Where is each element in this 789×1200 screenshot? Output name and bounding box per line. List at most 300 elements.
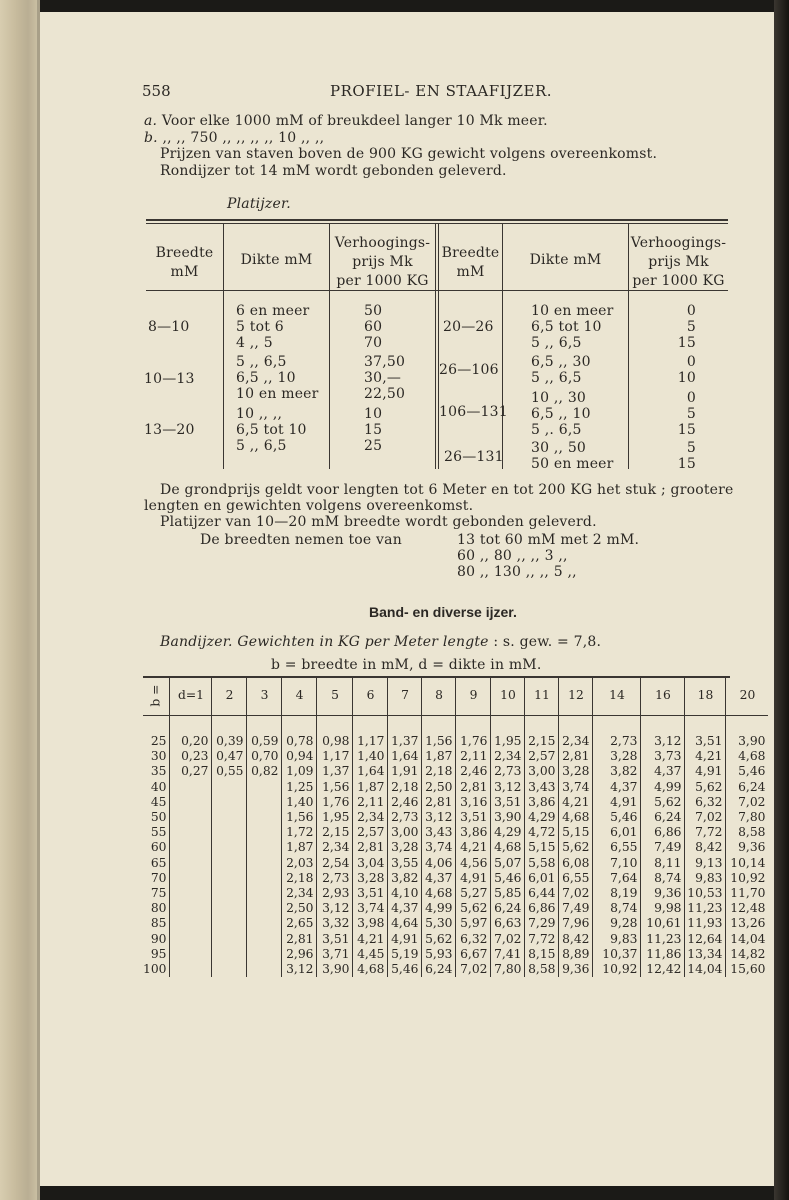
table-cell: [170, 916, 212, 931]
header-verhoogings-right: Verhoogings- prijs Mk per 1000 KG: [630, 235, 727, 289]
table-cell: 3,12: [282, 962, 317, 977]
table-cell: 3,12: [491, 780, 525, 795]
dikte-cell: 6,5 tot 10: [531, 319, 602, 335]
table-row: [143, 962, 768, 977]
col-header: 10: [491, 677, 525, 716]
table-row: [143, 716, 768, 750]
table-cell: 2,96: [282, 947, 317, 962]
table-cell: 2,50: [282, 901, 317, 916]
col-header: 5: [317, 677, 353, 716]
row-breedte-cell: 55: [150, 825, 167, 840]
table-cell: 3,51: [317, 932, 353, 947]
table-cell: [247, 916, 282, 931]
dikte-cell: 5 ,. 6,5: [531, 422, 582, 438]
table-row: [143, 901, 768, 916]
table-cell: 3,51: [353, 886, 388, 901]
table-cell: 1,56: [317, 780, 353, 795]
page: [40, 12, 774, 1186]
table-row: [143, 932, 768, 947]
table-row: [143, 840, 768, 855]
table-cell: 10,14: [726, 856, 769, 871]
col-header: d=1: [170, 677, 212, 716]
prijs-cell: 5: [686, 406, 696, 422]
table-cell: 4,37: [388, 901, 422, 916]
table-cell: 3,28: [388, 840, 422, 855]
table-cell: [170, 795, 212, 810]
table-cell: 9,36: [641, 886, 685, 901]
table-cell: 6,01: [593, 825, 641, 840]
table-cell: 3,04: [353, 856, 388, 871]
row-breedte-cell: 45: [150, 794, 167, 809]
table-cell: 2,34: [282, 886, 317, 901]
table-cell: 3,74: [422, 840, 456, 855]
table-cell: 7,02: [559, 886, 593, 901]
table-cell: [212, 795, 247, 810]
table-cell: 2,54: [317, 856, 353, 871]
col-header: 9: [456, 677, 491, 716]
prijs-cell: 15: [677, 335, 696, 351]
table-cell: 1,95: [491, 716, 525, 750]
dikte-cell: 6,5 ,, 10: [236, 370, 296, 386]
table-cell: 1,76: [456, 716, 491, 750]
table-cell: 5,58: [525, 856, 559, 871]
table-cell: 1,87: [422, 749, 456, 764]
table-cell: 5,62: [685, 780, 726, 795]
prijs-cell: 15: [677, 422, 696, 438]
table-row: [143, 780, 768, 795]
dikte-cell: 30 ,, 50: [531, 440, 587, 456]
prijs-cell: 0: [686, 354, 696, 370]
prijs-cell: 15: [677, 456, 696, 472]
table-cell: [212, 886, 247, 901]
table-cell: [170, 780, 212, 795]
table-cell: 14,04: [726, 932, 769, 947]
table-cell: 10,92: [726, 871, 769, 886]
col-header: 8: [422, 677, 456, 716]
table-cell: 5,97: [456, 916, 491, 931]
header-dikte-left: Dikte mM: [240, 252, 313, 268]
dikte-cell: 10 ,, 30: [531, 390, 587, 406]
table-row: [143, 749, 768, 764]
header-dikte-right: Dikte mM: [529, 252, 602, 268]
row-breedte-cell: 50: [150, 810, 167, 825]
table-cell: 5,15: [525, 840, 559, 855]
table-cell: 15,60: [726, 962, 769, 977]
table-cell: 1,40: [282, 795, 317, 810]
prijs-cell: 25: [364, 438, 383, 454]
col-header: 14: [593, 677, 641, 716]
table-cell: 4,21: [559, 795, 593, 810]
table-cell: 2,15: [317, 825, 353, 840]
table-cell: 9,98: [641, 901, 685, 916]
prijs-cell: 10: [364, 406, 383, 422]
row-breedte-cell: 100: [143, 962, 167, 977]
col-header: 11: [525, 677, 559, 716]
table-cell: 4,68: [559, 810, 593, 825]
table-cell: 5,46: [388, 962, 422, 977]
table-cell: 0,39: [212, 716, 247, 750]
platijzer-note: Platijzer van 10—20 mM breedte wordt gebonden geleverd.: [160, 514, 597, 530]
table-cell: 2,81: [422, 795, 456, 810]
table-cell: 8,19: [593, 886, 641, 901]
dikte-cell: 6,5 tot 10: [236, 422, 307, 438]
table-cell: 8,15: [525, 947, 559, 962]
row-breedte-cell: 25: [150, 734, 167, 748]
table-cell: 0,98: [317, 716, 353, 750]
table-cell: 11,93: [685, 916, 726, 931]
table-cell: [247, 856, 282, 871]
table-cell: 6,44: [525, 886, 559, 901]
table-cell: 7,49: [559, 901, 593, 916]
prijs-cell: 37,50: [364, 354, 406, 370]
row-breedte-cell: 95: [150, 946, 167, 961]
table-cell: 1,76: [317, 795, 353, 810]
table-cell: 3,71: [317, 947, 353, 962]
table-cell: 8,42: [685, 840, 726, 855]
table-cell: 3,90: [726, 716, 769, 750]
table-cell: 6,86: [641, 825, 685, 840]
table-cell: 1,91: [388, 764, 422, 779]
table-cell: 2,34: [559, 716, 593, 750]
table-cell: 0,94: [282, 749, 317, 764]
table-cell: 8,58: [525, 962, 559, 977]
table-cell: 4,29: [525, 810, 559, 825]
table-cell: 3,43: [525, 780, 559, 795]
table-cell: 3,28: [593, 749, 641, 764]
table-cell: 5,27: [456, 886, 491, 901]
table-cell: [212, 916, 247, 931]
col-header: 2: [212, 677, 247, 716]
table-cell: 7,02: [491, 932, 525, 947]
table-cell: 1,72: [282, 825, 317, 840]
dikte-cell: 5 ,, 6,5: [236, 438, 287, 454]
table-cell: 8,74: [641, 871, 685, 886]
prijs-cell: 0: [686, 303, 696, 319]
table-cell: 0,55: [212, 764, 247, 779]
row-breedte-cell: 65: [150, 855, 167, 870]
table-cell: 2,11: [353, 795, 388, 810]
table-cell: [247, 810, 282, 825]
table-cell: 2,81: [282, 932, 317, 947]
table-cell: 10,37: [593, 947, 641, 962]
table-cell: 2,15: [525, 716, 559, 750]
table-cell: 0,70: [247, 749, 282, 764]
prijs-cell: 10: [677, 370, 696, 386]
table-cell: [212, 780, 247, 795]
table-cell: 3,74: [559, 780, 593, 795]
breedte-cell: 10—13: [144, 371, 195, 387]
table-cell: 1,64: [388, 749, 422, 764]
table-cell: 2,11: [456, 749, 491, 764]
col-divider: [435, 224, 436, 469]
table-cell: 6,55: [559, 871, 593, 886]
table-cell: 0,78: [282, 716, 317, 750]
grondprijs-line1: De grondprijs geldt voor lengten tot 6 Meter en tot 200 KG het stuk ; grootere: [160, 482, 734, 498]
table-cell: 4,72: [525, 825, 559, 840]
table-cell: 7,72: [685, 825, 726, 840]
table-cell: [170, 871, 212, 886]
table-cell: 8,42: [559, 932, 593, 947]
note-b: b. ,, ,, 750 ,, ,, ,, ,, 10 ,, ,,: [144, 130, 325, 146]
table-cell: 11,70: [726, 886, 769, 901]
table-cell: 12,48: [726, 901, 769, 916]
table-cell: 3,00: [525, 764, 559, 779]
platijzer-title: Platijzer.: [227, 196, 291, 212]
table-cell: 3,51: [456, 810, 491, 825]
table-cell: 4,91: [388, 932, 422, 947]
table-cell: 1,25: [282, 780, 317, 795]
table-cell: [247, 780, 282, 795]
table-cell: 3,28: [559, 764, 593, 779]
table-cell: 4,21: [353, 932, 388, 947]
table-cell: 3,86: [525, 795, 559, 810]
table-cell: 6,08: [559, 856, 593, 871]
dikte-cell: 6,5 ,, 10: [531, 406, 591, 422]
dikte-cell: 50 en meer: [531, 456, 614, 472]
table-cell: 1,56: [282, 810, 317, 825]
table-cell: 14,82: [726, 947, 769, 962]
table-cell: 10,61: [641, 916, 685, 931]
table-cell: 3,90: [317, 962, 353, 977]
table-cell: 5,46: [491, 871, 525, 886]
table-cell: 7,80: [491, 962, 525, 977]
table-cell: 4,68: [491, 840, 525, 855]
table-cell: [247, 932, 282, 947]
table-cell: 2,34: [353, 810, 388, 825]
table-cell: 14,04: [685, 962, 726, 977]
table-cell: 4,68: [422, 886, 456, 901]
table-cell: 1,87: [353, 780, 388, 795]
table-cell: 5,15: [559, 825, 593, 840]
table-row: [143, 947, 768, 962]
prijs-cell: 5: [686, 440, 696, 456]
table-cell: 3,90: [491, 810, 525, 825]
table-cell: 2,93: [317, 886, 353, 901]
page-number: 558: [142, 82, 171, 100]
table-cell: 4,21: [456, 840, 491, 855]
row-breedte-cell: 70: [150, 870, 167, 885]
table-cell: 6,24: [641, 810, 685, 825]
row-breedte-cell: 60: [150, 840, 167, 855]
breedte-cell: 13—20: [144, 422, 195, 438]
table-cell: 2,73: [593, 716, 641, 750]
prijs-cell: 5: [686, 319, 696, 335]
col-header: 6: [353, 677, 388, 716]
bandijzer-legend: b = breedte in mM, d = dikte in mM.: [271, 657, 542, 673]
table-row: [143, 856, 768, 871]
table-cell: 4,99: [641, 780, 685, 795]
table-top-rule: [146, 219, 728, 221]
table-cell: 7,80: [726, 810, 769, 825]
breedte-cell: 26—106: [439, 362, 499, 378]
table-cell: [212, 901, 247, 916]
col-header: 3: [247, 677, 282, 716]
table-cell: 13,34: [685, 947, 726, 962]
table-cell: 4,29: [491, 825, 525, 840]
table-cell: 3,28: [353, 871, 388, 886]
table-cell: 2,50: [422, 780, 456, 795]
breedte-cell: 26—131: [444, 449, 504, 465]
table-row: [143, 764, 768, 779]
table-cell: 10,53: [685, 886, 726, 901]
table-cell: 6,01: [525, 871, 559, 886]
table-cell: 0,20: [170, 716, 212, 750]
table-cell: 3,82: [388, 871, 422, 886]
table-row: [143, 871, 768, 886]
table-cell: 4,21: [685, 749, 726, 764]
table-cell: 3,12: [422, 810, 456, 825]
table-cell: 4,37: [593, 780, 641, 795]
table-cell: 1,37: [388, 716, 422, 750]
table-cell: 1,95: [317, 810, 353, 825]
table-cell: 7,02: [685, 810, 726, 825]
dikte-cell: 5 ,, 6,5: [531, 335, 582, 351]
table-cell: [247, 947, 282, 962]
table-cell: [170, 947, 212, 962]
table-cell: 3,00: [388, 825, 422, 840]
header-breedte-left: Breedte mM: [155, 245, 214, 280]
table-cell: [212, 840, 247, 855]
dikte-cell: 6,5 ,, 30: [531, 354, 591, 370]
table-cell: 2,18: [388, 780, 422, 795]
table-cell: [247, 871, 282, 886]
running-title: PROFIEL- EN STAAFIJZER.: [330, 82, 553, 100]
table-cell: 11,23: [641, 932, 685, 947]
table-cell: 2,73: [317, 871, 353, 886]
table-cell: 5,19: [388, 947, 422, 962]
table-cell: 4,68: [353, 962, 388, 977]
breedten-intro: De breedten nemen toe van: [200, 532, 402, 548]
table-cell: 7,96: [559, 916, 593, 931]
table-cell: 5,85: [491, 886, 525, 901]
table-cell: 9,83: [685, 871, 726, 886]
table-cell: 10,92: [593, 962, 641, 977]
table-cell: 6,32: [456, 932, 491, 947]
table-cell: [170, 810, 212, 825]
table-cell: 7,10: [593, 856, 641, 871]
table-cell: 12,64: [685, 932, 726, 947]
table-cell: 1,17: [317, 749, 353, 764]
table-cell: 4,99: [422, 901, 456, 916]
table-cell: 4,37: [422, 871, 456, 886]
table-header-row: [143, 677, 768, 716]
table-cell: [212, 947, 247, 962]
col-header: 12: [559, 677, 593, 716]
page-edge: [774, 0, 789, 1200]
table-cell: 3,55: [388, 856, 422, 871]
prijs-cell: 50: [364, 303, 383, 319]
breedte-cell: 20—26: [443, 319, 494, 335]
breedten-step: 80 ,, 130 ,, ,, 5 ,,: [457, 564, 577, 580]
table-row: [143, 886, 768, 901]
table-cell: 5,93: [422, 947, 456, 962]
table-cell: 2,18: [422, 764, 456, 779]
table-cell: 3,98: [353, 916, 388, 931]
col-header: 18: [685, 677, 726, 716]
table-cell: 9,83: [593, 932, 641, 947]
table-cell: 3,16: [456, 795, 491, 810]
table-cell: 8,58: [726, 825, 769, 840]
table-cell: 9,13: [685, 856, 726, 871]
table-cell: 2,73: [388, 810, 422, 825]
table-cell: [212, 962, 247, 977]
col-header-b: b =: [143, 677, 170, 716]
table-cell: 2,34: [491, 749, 525, 764]
table-cell: 0,47: [212, 749, 247, 764]
note-prices: Prijzen van staven boven de 900 KG gewicht volgens overeenkomst.: [160, 146, 658, 162]
dikte-cell: 5 ,, 6,5: [531, 370, 582, 386]
table-cell: 6,24: [491, 901, 525, 916]
table-cell: 0,82: [247, 764, 282, 779]
table-cell: [247, 795, 282, 810]
table-cell: 6,67: [456, 947, 491, 962]
table-cell: 4,68: [726, 749, 769, 764]
table-cell: 1,17: [353, 716, 388, 750]
table-cell: 7,64: [593, 871, 641, 886]
table-cell: 3,73: [641, 749, 685, 764]
table-cell: 7,41: [491, 947, 525, 962]
col-header: 20: [726, 677, 769, 716]
breedte-cell: 8—10: [148, 319, 190, 335]
note-a: a. Voor elke 1000 mM of breukdeel langer 10 Mk meer.: [144, 113, 548, 129]
table-cell: 6,24: [726, 780, 769, 795]
row-breedte-cell: 30: [150, 749, 167, 764]
table-cell: 3,51: [491, 795, 525, 810]
table-cell: 7,02: [456, 962, 491, 977]
table-cell: 5,62: [422, 932, 456, 947]
table-cell: 2,57: [525, 749, 559, 764]
table-row: [143, 916, 768, 931]
book-spine: [0, 0, 40, 1200]
table-cell: 11,23: [685, 901, 726, 916]
breedte-cell: 106—131: [439, 404, 508, 420]
row-breedte-cell: 40: [150, 779, 167, 794]
dikte-cell: 10 ,, ,,: [236, 406, 283, 422]
table-cell: [247, 901, 282, 916]
table-cell: 8,89: [559, 947, 593, 962]
header-verhoogings-left: Verhoogings- prijs Mk per 1000 KG: [334, 235, 431, 289]
table-cell: 1,40: [353, 749, 388, 764]
table-cell: 11,86: [641, 947, 685, 962]
prijs-cell: 60: [364, 319, 383, 335]
table-cell: 3,12: [317, 901, 353, 916]
section-heading: Band- en diverse ijzer.: [369, 604, 517, 620]
table-cell: [247, 886, 282, 901]
table-cell: 3,74: [353, 901, 388, 916]
table-cell: [247, 840, 282, 855]
table-cell: 7,49: [641, 840, 685, 855]
row-breedte-cell: 80: [150, 901, 167, 916]
table-cell: 3,43: [422, 825, 456, 840]
table-cell: 4,91: [593, 795, 641, 810]
table-cell: 9,28: [593, 916, 641, 931]
table-cell: 2,81: [353, 840, 388, 855]
table-cell: 2,46: [456, 764, 491, 779]
table-cell: 2,18: [282, 871, 317, 886]
table-cell: 12,42: [641, 962, 685, 977]
table-cell: 1,64: [353, 764, 388, 779]
bandijzer-caption: Bandijzer. Gewichten in KG per Meter lengte : s. gew. = 7,8.: [160, 634, 602, 650]
table-cell: 1,09: [282, 764, 317, 779]
table-cell: 0,27: [170, 764, 212, 779]
table-cell: 6,63: [491, 916, 525, 931]
table-cell: 4,91: [456, 871, 491, 886]
table-cell: [212, 825, 247, 840]
table-cell: [247, 825, 282, 840]
table-cell: 6,24: [422, 962, 456, 977]
prijs-cell: 22,50: [364, 386, 406, 402]
breedten-step: 13 tot 60 mM met 2 mM.: [457, 532, 640, 548]
